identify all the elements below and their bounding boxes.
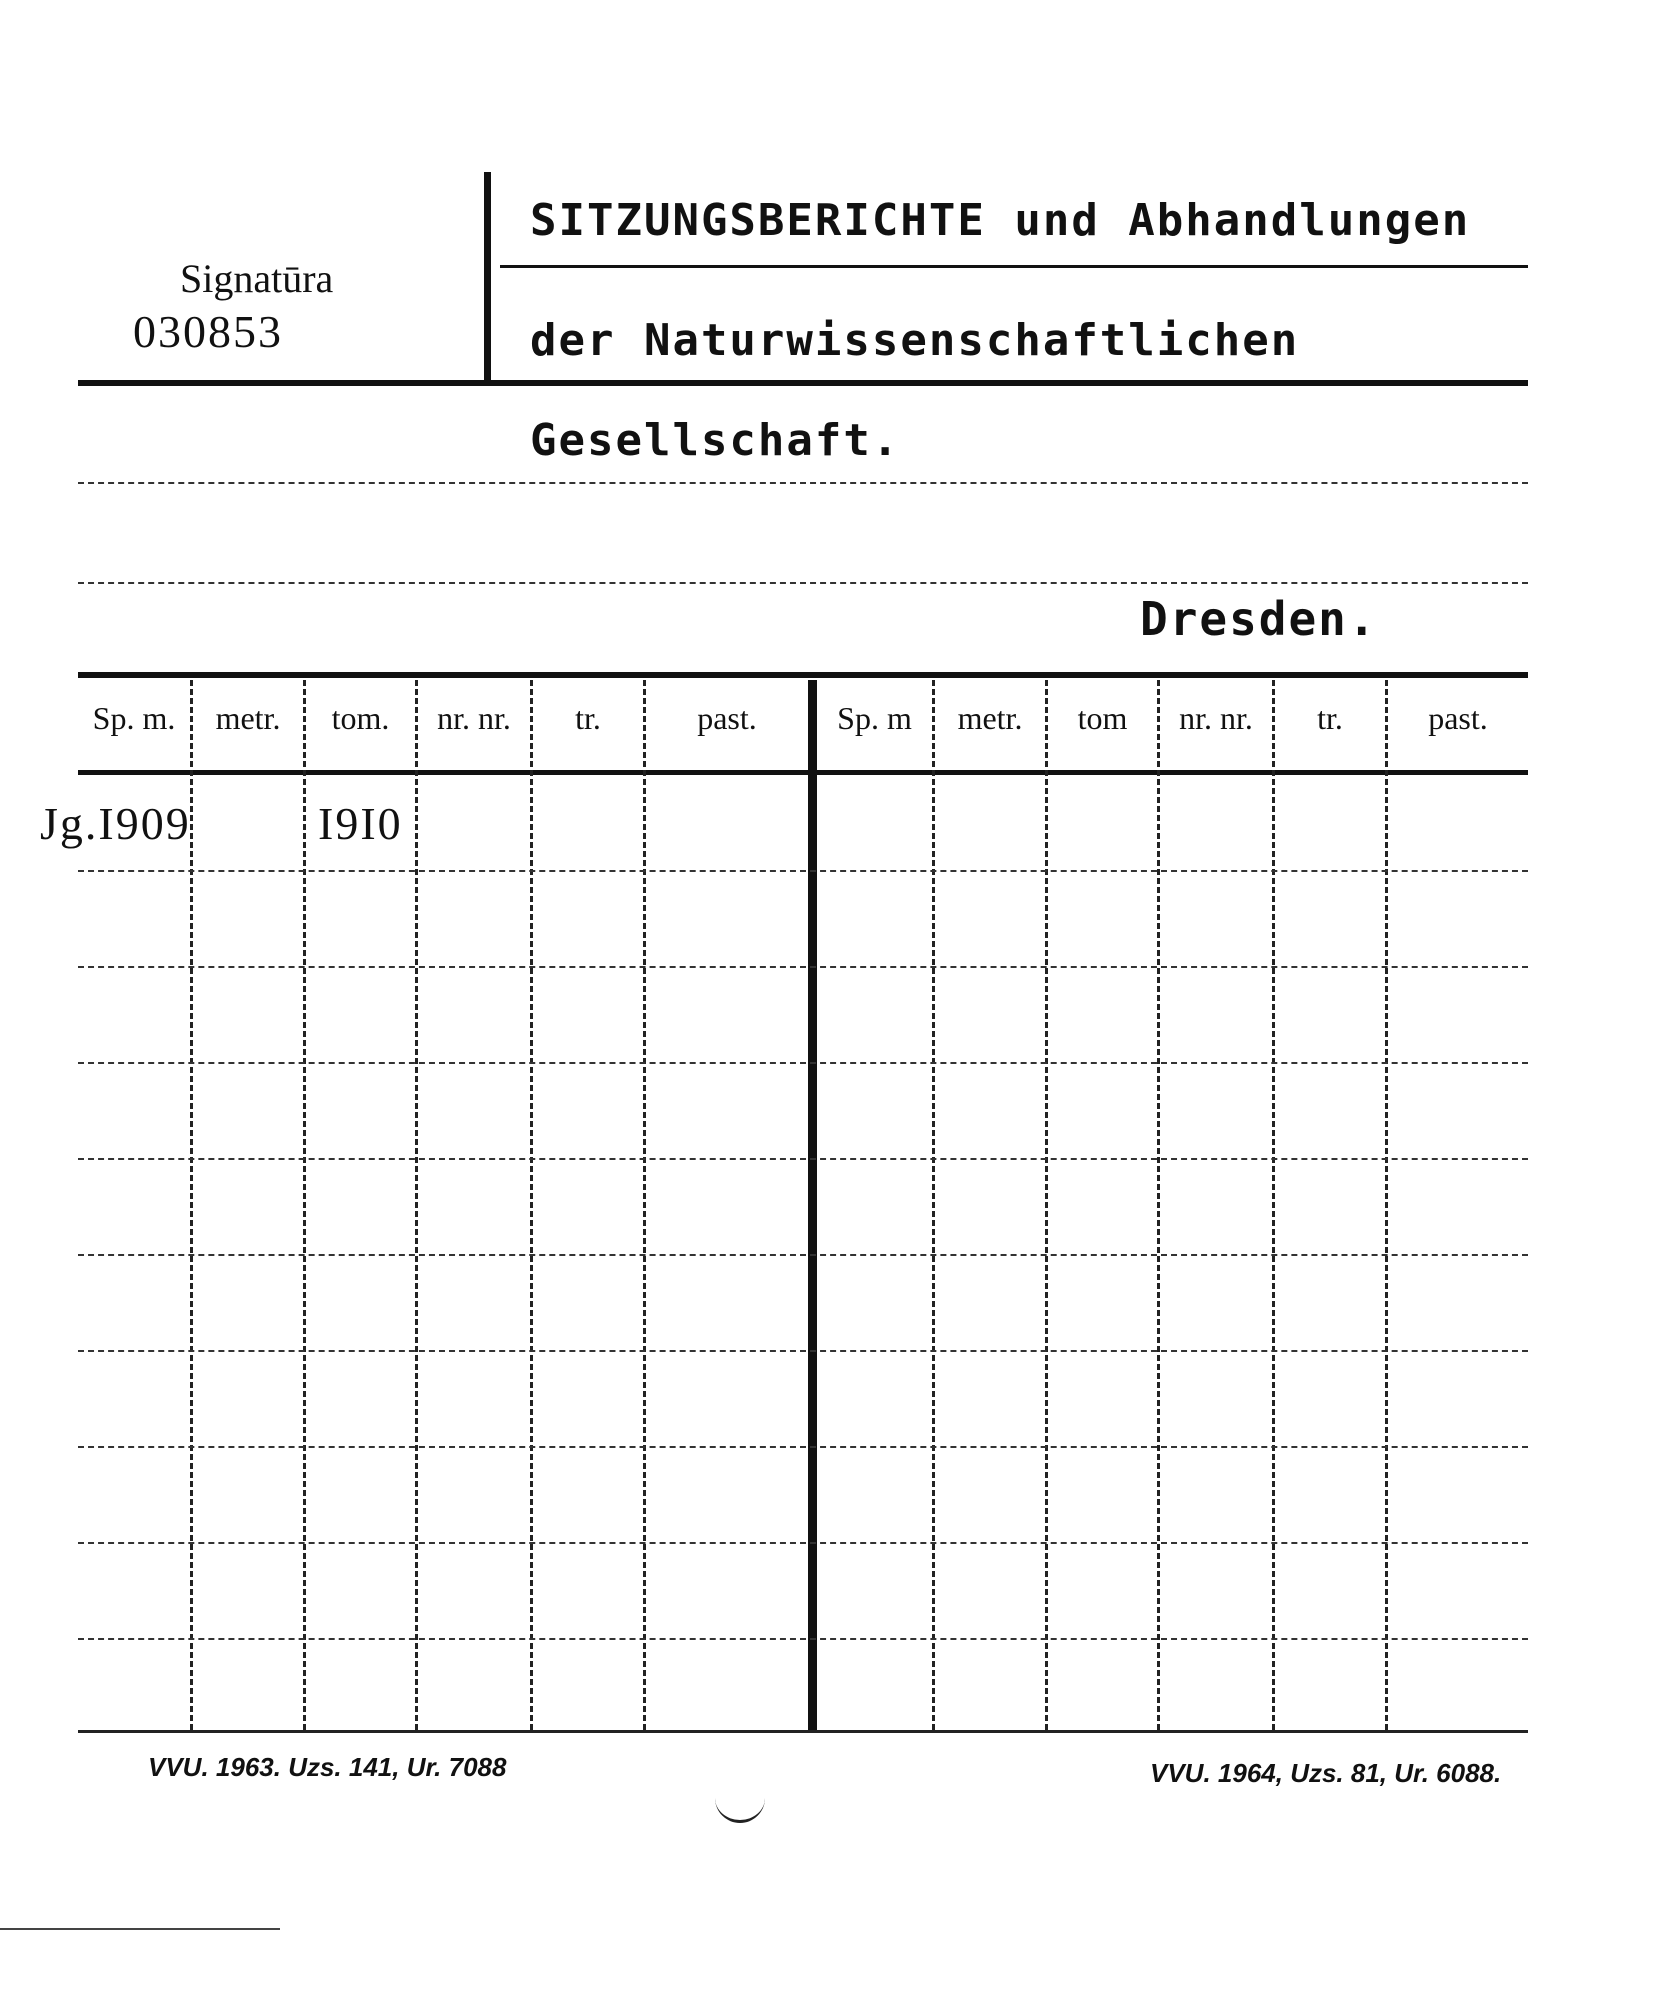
row-line [78, 1350, 1528, 1352]
row-line [78, 966, 1528, 968]
row-line [78, 1062, 1528, 1064]
header-past-right: past. [1428, 700, 1488, 736]
table-center-divider [808, 680, 817, 1730]
column-line [1272, 680, 1275, 1730]
table-top-rule [78, 672, 1528, 678]
header-nr-nr: nr. nr. [437, 700, 511, 736]
column-line [1045, 680, 1048, 1730]
header-metr-right: metr. [957, 700, 1023, 736]
header-nr-nr-right: nr. nr. [1179, 700, 1253, 736]
bottom-rule-fragment [0, 1928, 280, 1930]
column-line [1157, 680, 1160, 1730]
table-bottom-rule [78, 1730, 1528, 1733]
entry-tom-year: I9I0 [318, 798, 403, 849]
blank-rule [78, 582, 1528, 584]
header-sp-m-right: Sp. m [837, 700, 912, 736]
place-of-publication: Dresden. [1140, 592, 1378, 646]
signature-label: Signatūra [180, 256, 334, 301]
column-line [932, 680, 935, 1730]
header-past: past. [697, 700, 757, 736]
header-tr: tr. [575, 700, 601, 736]
header-sp-m: Sp. m. [92, 700, 176, 736]
header-metr: metr. [215, 700, 281, 736]
decorative-mark [715, 1790, 765, 1823]
title-rule-1 [500, 265, 1528, 268]
title-line-2: der Naturwissenschaftlichen [530, 315, 1300, 366]
title-line-3: Gesellschaft. [530, 415, 901, 466]
entry-volume-year: Jg.I909 [40, 798, 191, 849]
signature-divider [484, 172, 491, 384]
signature-rule [78, 380, 1528, 386]
row-line [78, 1446, 1528, 1448]
header-tom-right: tom [1077, 700, 1128, 736]
title-line-1: SITZUNGSBERICHTE und Abhandlungen [530, 195, 1471, 246]
table-header-rule [78, 770, 1528, 775]
column-line [303, 680, 306, 1730]
header-tom: tom. [331, 700, 390, 736]
acquisition-note-right: VVU. 1964, Uzs. 81, Ur. 6088. [1150, 1758, 1502, 1788]
row-line [78, 1254, 1528, 1256]
signature-number: 030853 [133, 306, 283, 357]
acquisition-note-left: VVU. 1963. Uzs. 141, Ur. 7088 [148, 1752, 507, 1782]
header-tr-right: tr. [1317, 700, 1343, 736]
column-line [1385, 680, 1388, 1730]
title-rule-3 [78, 482, 1528, 484]
row-line [78, 1542, 1528, 1544]
row-line [78, 870, 1528, 872]
column-line [415, 680, 418, 1730]
column-line [643, 680, 646, 1730]
row-line [78, 1638, 1528, 1640]
column-line [530, 680, 533, 1730]
row-line [78, 1158, 1528, 1160]
